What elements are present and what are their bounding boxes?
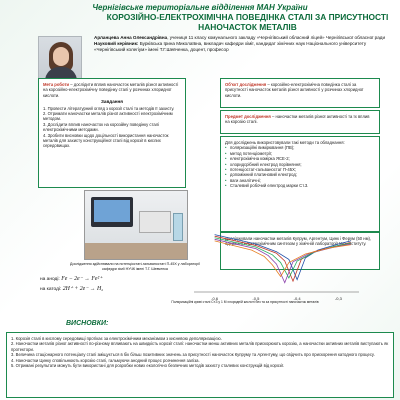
x-tick-label: -0,4 xyxy=(293,296,301,301)
methods-box xyxy=(220,136,380,232)
conclusions-title: ВИСНОВКИ: xyxy=(66,320,109,327)
x-tick-label: -0,5 xyxy=(252,296,260,301)
nanoparticles-text: Досліджували наночастки металів Купрум, Аргентум, Цинк і Ферум (50 нм), одержані електрохімічним синтезом у хімічній лабораторії Укр. інституту. xyxy=(225,236,372,247)
methods-item: • поляризаційні вимірювання (ПВ); xyxy=(225,145,375,150)
equipment-caption: Дослідження здійснювали на потенціостаті-гальваностаті П-45X у лабораторії кафедри хімії НУЧК імені Т.Г. Шевченка xyxy=(70,262,201,271)
series-line-2 xyxy=(215,236,351,281)
conclusion-item: 1. Корозія сталі в кислому середовищі протікає за електрохімічним механізмом з кисневою деполяризацією. xyxy=(11,336,222,341)
goal-text: – дослідити вплив наночасток металів різної активності на корозійно-електрохімічну поведінку сталі у розчинах хлоридної кислоти. xyxy=(43,82,179,98)
methods-item: • ваги аналітичні; xyxy=(225,178,375,183)
conclusion-item: 4. Наночастки Цинку сповільнюють корозію сталі, гальмуючи анодний процес розчинення заліза. xyxy=(11,357,200,363)
methods-item: • Сталевий робочий електрод марки Ст.3. xyxy=(225,183,375,188)
chart-caption: Поляризаційні криві сталі Ст.3 у 1 М хлоридній кислоті без та за присутності наночасток металів xyxy=(171,300,319,304)
potentiostat-icon xyxy=(139,211,171,233)
poster-title: КОРОЗІЙНО-ЕЛЕКТРОХІМІЧНА ПОВЕДІНКА СТАЛІ ЗА ПРИСУТНОСТІ НАНОЧАСТОК МЕТАЛІВ xyxy=(106,12,389,32)
cathode-equation: 2H⁺ + 2e⁻ → H₂ xyxy=(62,286,104,292)
task-item: 3. Дослідити вплив наночасток на корозійну поведінку сталі електрохімічними методами. xyxy=(43,121,160,133)
x-tick-label: -0,3 xyxy=(334,296,342,301)
polarization-chart xyxy=(188,226,363,302)
x-tick-label: -0,6 xyxy=(211,296,219,301)
methods-item: • метод потенціометрії; xyxy=(225,151,375,156)
methods-item: • електрохімічна комірка ЯСЕ-2; xyxy=(225,156,375,161)
methods-item: • хлоридсрібний електрод порівняння; xyxy=(225,162,375,167)
object-label: Об'єкт дослідження xyxy=(225,82,267,87)
goal-box xyxy=(38,78,186,188)
organization-name: Чернігівське територіальне відділення МАН України xyxy=(92,3,308,12)
goal-label: Мета роботи xyxy=(43,82,70,87)
supervisor-label: Науковий керівник: xyxy=(94,41,139,46)
conclusion-item: 5. Отримані результати можуть бути використані для розробки нових екологічно безпечних методів захисту сталевих конструкцій від корозії. xyxy=(11,363,285,369)
electrochemical-cell-icon xyxy=(173,213,183,241)
task-item: 2. Отримати наночастки металів різної активності електрохімічним методом. xyxy=(43,111,173,122)
task-item: 1. Провести літературний огляд з корозії сталі та методів її захисту. xyxy=(43,105,175,111)
object-text: – корозійно-електрохімічна поведінка сталі за присутності наночасток металів різної активності у розчинах хлоридної кислоти. xyxy=(225,82,364,98)
anode-equation: Fe − 2e⁻ → Fe²⁺ xyxy=(61,276,103,282)
equipment-photo xyxy=(84,190,188,260)
methods-item: • допоміжний платиновий електрод; xyxy=(225,172,375,177)
conclusion-item: 3. Величина стаціонарного потенціалу сталі зміщується в бік більш позитивних значень за присутності наночасток Купруму та Аргентуму, що свідчить про прискорення катодного процесу. xyxy=(11,352,375,358)
conclusion-item: 2. Наночастки металів різної активності по-різному впливають на швидкість корозії сталі: наночастки менш активних металів прискорюють корозію, а наночастки активних металів виступають як протектори. xyxy=(11,341,389,352)
subject-box xyxy=(220,110,380,134)
reactions-block xyxy=(40,276,103,292)
methods-list xyxy=(225,145,375,188)
anode-label: на аноді: xyxy=(40,277,60,282)
methods-intro: Для досліджень використовували такі методи та обладнання: xyxy=(225,140,345,145)
student-info: , учениця 11 класу комунального закладу «Чернігівський обласний ліцей» Чернігівської обласної ради xyxy=(167,35,386,40)
supervisor-info: Бурківська Ірина Миколаївна, викладач кафедри хімії, кандидат хімічних наук Національного університету «Чернігівський колегіум» імені Т.Г.Шевченка, доцент, професор xyxy=(94,41,367,52)
subject-text: – наночастки металів різної активності та їх вплив на корозію сталі. xyxy=(225,114,370,125)
authors-block xyxy=(94,35,394,53)
object-box xyxy=(220,78,380,108)
task-item: 4. Зробити висновки щодо доцільності використання наночасток металів для захисту конструкційної сталі від корозії в кислих середовищах. xyxy=(43,132,169,149)
cathode-label: на катоді: xyxy=(40,287,62,292)
author-photo xyxy=(38,36,82,84)
subject-label: Предмет дослідження xyxy=(225,114,271,119)
methods-item: • потенціостат-гальваностат П-45X; xyxy=(225,167,375,172)
conclusions-box xyxy=(6,332,394,398)
tasks-title: Завдання xyxy=(101,99,123,105)
student-name: Арланцева Анна Олександрівна xyxy=(94,35,168,40)
